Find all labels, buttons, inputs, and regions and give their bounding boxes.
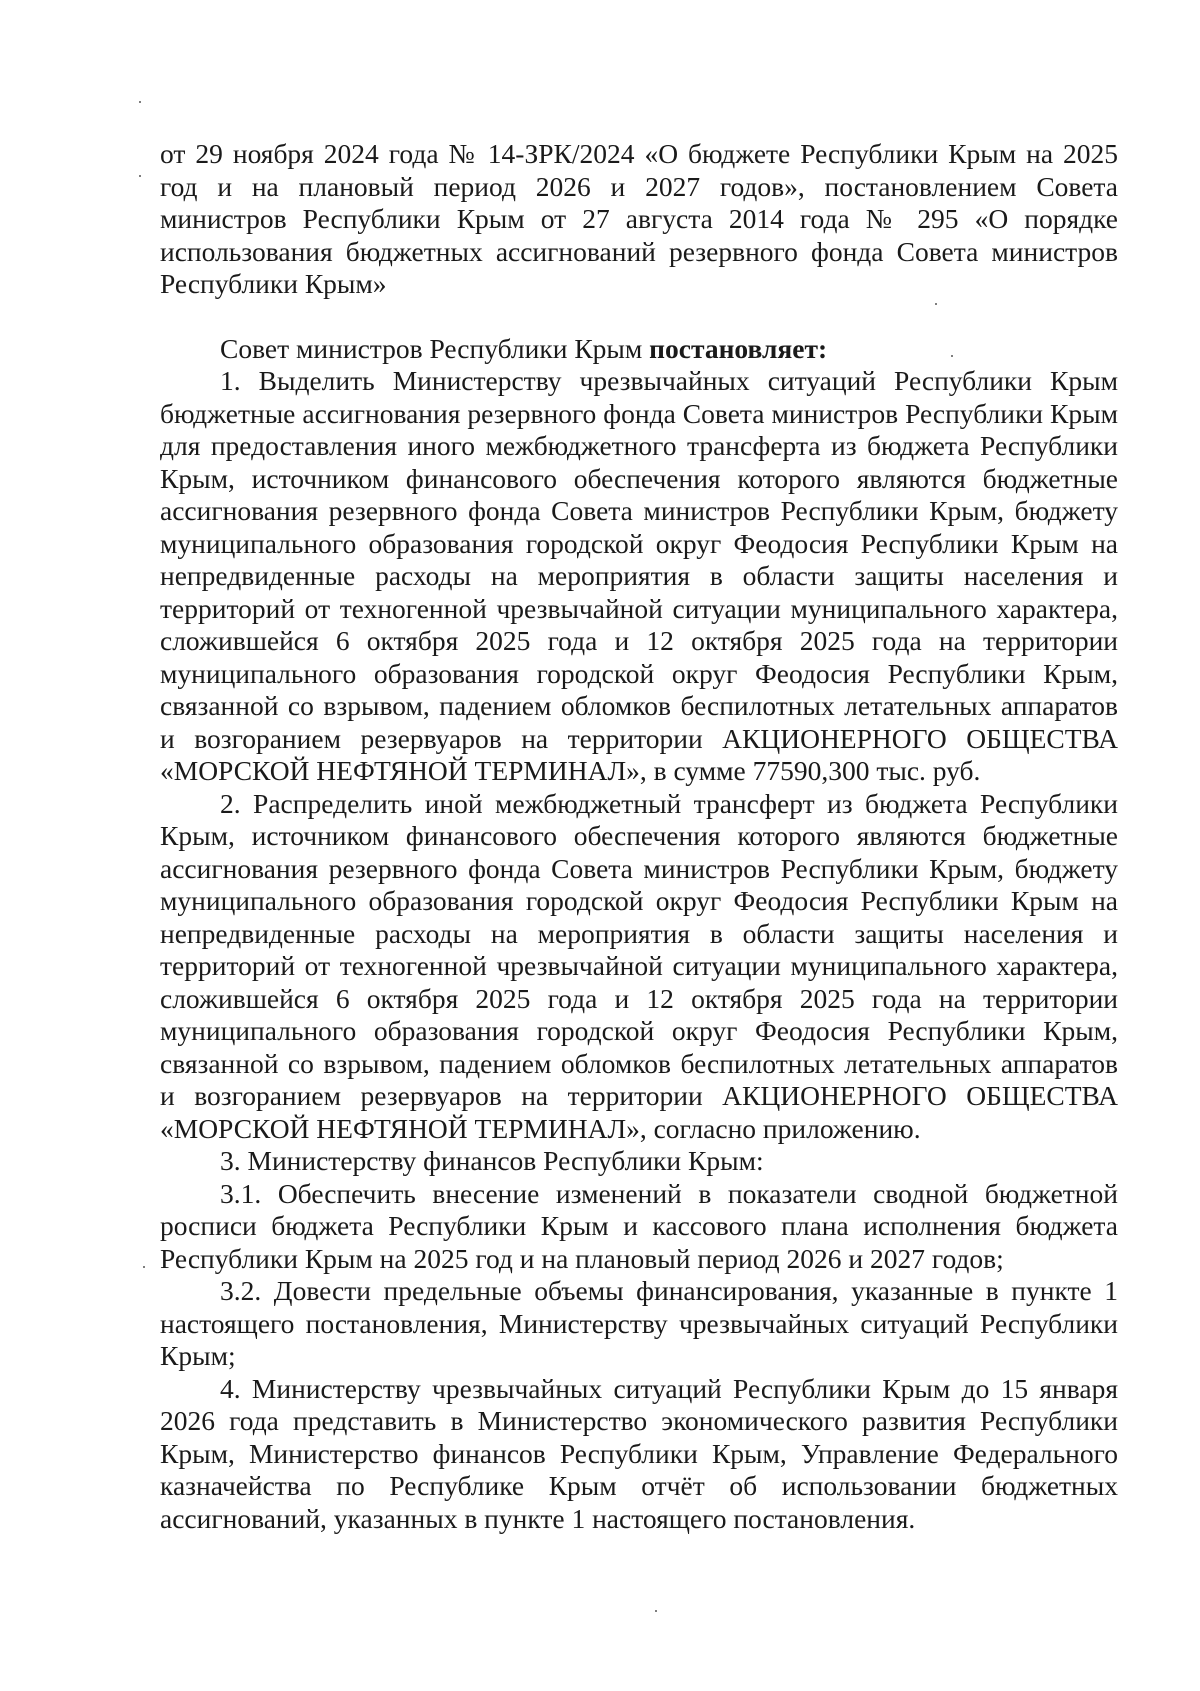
resolution-keyword: постановляет: — [649, 332, 828, 364]
paragraph-3-1: 3.1. Обеспечить внесение изменений в показатели сводной бюджетной росписи бюджета Республики Крым и кассового плана исполнения бюджета Республики Крым на 2025 год и на плановый период 2026 и 2027 годов; — [160, 1177, 1118, 1274]
intro-paragraph: от 29 ноября 2024 года № 14-ЗРК/2024 «О бюджете Республики Крым на 2025 год и на плановый период 2026 и 2027 годов», постановлением Совета министров Республики Крым от 27 августа 2014 года № 295 «О порядке использования бюджетных ассигнований резервного фонда Совета министров Республики Крым» — [160, 138, 1118, 299]
paragraph-3: 3. Министерству финансов Республики Крым: — [220, 1145, 764, 1176]
resolution-prefix: Совет министров Республики Крым — [220, 332, 650, 364]
resolution-line — [160, 333, 1118, 366]
paragraph-4: 4. Министерству чрезвычайных ситуаций Республики Крым до 15 января 2026 года представить в Министерство экономического развития Республики Крым, Министерство финансов Республики Крым, Управление Федерального казначейства по Республике Крым отчёт об использовании бюджетных ассигнований, указанных в пункте 1 настоящего постановления. — [160, 1372, 1118, 1534]
document-body — [160, 138, 1118, 1535]
scan-speck — [139, 101, 141, 103]
paragraph-2: 2. Распределить иной межбюджетный трансферт из бюджета Республики Крым, источником финансового обеспечения которого являются бюджетные ассигнования резервного фонда Совета министров Республики Крым, бюджету муниципального образования городской округ Феодосия Республики Крым на непредвиденные расходы на мероприятия в области защиты населения и территорий от техногенной чрезвычайной ситуации муниципального характера, сложившейся 6 октября 2025 года и 12 октября 2025 года на территории муниципального образования городской округ Феодосия Республики Крым, связанной со взрывом, падением обломков беспилотных летательных аппаратов и возгоранием резервуаров на территории АКЦИОНЕРНОГО ОБЩЕСТВА «МОРСКОЙ НЕФТЯНОЙ ТЕРМИНАЛ», согласно приложению. — [160, 787, 1118, 1144]
scan-speck — [139, 175, 141, 177]
scan-speck — [143, 1266, 145, 1268]
scan-speck — [655, 1610, 657, 1612]
paragraph-3-2: 3.2. Довести предельные объемы финансирования, указанные в пункте 1 настоящего постановления, Министерству чрезвычайных ситуаций Республики Крым; — [160, 1275, 1118, 1371]
paragraph-1: 1. Выделить Министерству чрезвычайных ситуаций Республики Крым бюджетные ассигнования резервного фонда Совета министров Республики Крым для предоставления иного межбюджетного трансферта из бюджета Республики Крым, источником финансового обеспечения которого являются бюджетные ассигнования резервного фонда Совета министров Республики Крым, бюджету муниципального образования городской округ Феодосия Республики Крым на непредвиденные расходы на мероприятия в области защиты населения и территорий от техногенной чрезвычайной ситуации муниципального характера, сложившейся 6 октября 2025 года и 12 октября 2025 года на территории муниципального образования городской округ Феодосия Республики Крым, связанной со взрывом, падением обломков беспилотных летательных аппаратов и возгоранием резервуаров на территории АКЦИОНЕРНОГО ОБЩЕСТВА «МОРСКОЙ НЕФТЯНОЙ ТЕРМИНАЛ», в сумме 77590,300 тыс. руб. — [160, 365, 1118, 786]
